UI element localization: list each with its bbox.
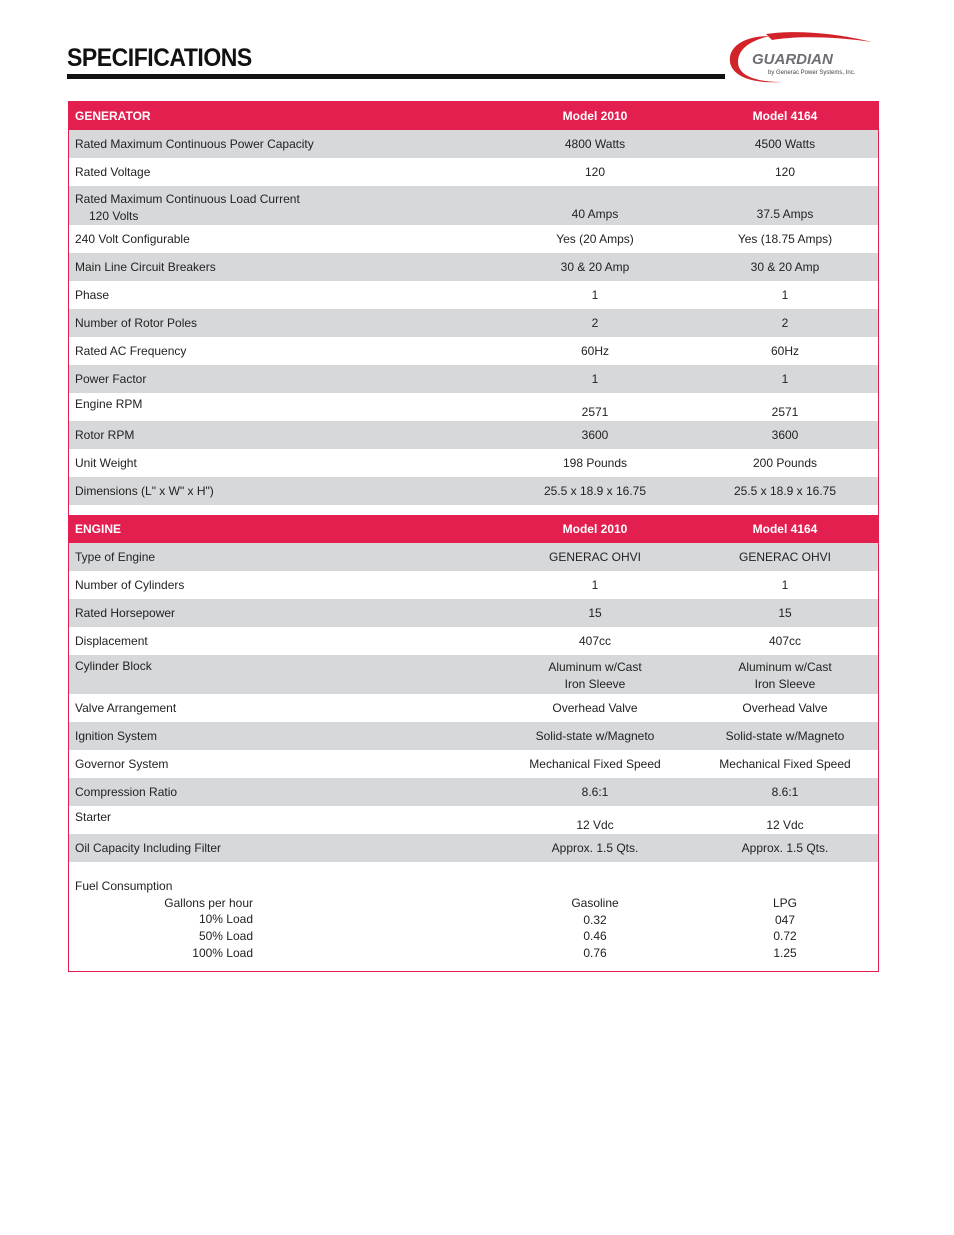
spec-label: Main Line Circuit Breakers	[75, 260, 216, 274]
model-b-value: 60Hz	[770, 344, 799, 358]
spec-label: Compression Ratio	[75, 785, 178, 799]
spec-label: Ignition System	[75, 729, 158, 743]
model-a-header: Model 2010	[562, 522, 628, 536]
model-b-value: Yes (18.75 Amps)	[737, 232, 833, 246]
engine-header-row	[69, 515, 878, 543]
model-a-value-line2: Iron Sleeve	[564, 677, 626, 691]
model-b-value: 25.5 x 18.9 x 16.75	[733, 484, 837, 498]
model-a-value: 8.6:1	[581, 785, 609, 799]
spec-label: Cylinder Block	[75, 659, 152, 673]
model-a-value: Solid-state w/Magneto	[535, 729, 655, 743]
model-b-fuel-value: 0.72	[773, 929, 797, 944]
table-row	[69, 393, 878, 421]
spec-label: Unit Weight	[75, 456, 137, 470]
spec-label-line2: 120 Volts	[89, 209, 139, 223]
spec-label: Oil Capacity Including Filter	[75, 841, 222, 855]
table-row	[69, 225, 878, 253]
model-b-fuel-value: 047	[774, 912, 796, 927]
model-b-value: Overhead Valve	[742, 701, 828, 715]
model-a-value: Yes (20 Amps)	[556, 232, 634, 246]
table-row	[69, 281, 878, 309]
table-row	[69, 477, 878, 505]
model-b-value	[719, 655, 851, 694]
table-row	[69, 186, 878, 225]
model-a-value: 1	[591, 578, 599, 592]
spec-label: Power Factor	[75, 372, 147, 386]
spec-label: Number of Cylinders	[75, 578, 185, 592]
model-b-value: 1	[781, 578, 789, 592]
model-a-value: 15	[588, 606, 602, 620]
fuel-consumption-label: Fuel Consumption	[75, 879, 173, 893]
spec-label: Rated Horsepower	[75, 606, 176, 620]
spec-label: 240 Volt Configurable	[75, 232, 190, 246]
model-b-value: 2	[781, 316, 789, 330]
fuel-sub-label: 50% Load	[198, 929, 253, 944]
model-b-value-line2: Iron Sleeve	[754, 677, 816, 691]
fuel-sub-label: 100% Load	[192, 945, 253, 960]
model-b-value: 30 & 20 Amp	[750, 260, 820, 274]
model-a-value: 25.5 x 18.9 x 16.75	[543, 484, 647, 498]
model-b-value: GENERAC OHVI	[738, 550, 831, 564]
model-b-header: Model 4164	[752, 109, 818, 123]
model-b-value: 1	[781, 288, 789, 302]
model-a-value: 2571	[581, 405, 609, 419]
table-row	[69, 806, 878, 834]
model-a-value: 60Hz	[580, 344, 609, 358]
generator-section-label: GENERATOR	[75, 109, 151, 123]
model-b-fuel-value: 1.25	[773, 946, 797, 961]
spec-label: Governor System	[75, 757, 169, 771]
model-a-value: Overhead Valve	[552, 701, 638, 715]
model-a-value: 4800 Watts	[564, 137, 626, 151]
spec-table	[68, 101, 879, 972]
table-row	[69, 449, 878, 477]
table-row	[69, 158, 878, 186]
spec-label: Engine RPM	[75, 397, 143, 411]
spec-label: Phase	[75, 288, 110, 302]
model-a-value: GENERAC OHVI	[548, 550, 641, 564]
model-a-value: 3600	[581, 428, 609, 442]
generator-header-row	[69, 102, 878, 130]
model-b-value: 12 Vdc	[766, 818, 804, 832]
model-b-value-line1: Aluminum w/Cast	[738, 660, 832, 674]
model-a-fuel-value: 0.32	[583, 912, 607, 927]
model-a-fuel-value: 0.46	[583, 929, 607, 944]
model-b-value: 4500 Watts	[754, 137, 816, 151]
spec-label: Displacement	[75, 634, 148, 648]
fuel-sub-label: Gallons per hour	[164, 895, 253, 910]
table-row	[69, 599, 878, 627]
model-a-value: 2	[591, 316, 599, 330]
model-a-value: Mechanical Fixed Speed	[529, 757, 661, 771]
model-a-value	[529, 655, 661, 694]
spec-label: Rotor RPM	[75, 428, 135, 442]
model-a-value: 120	[584, 165, 606, 179]
table-row	[69, 778, 878, 806]
svg-text:by Generac Power Systems, Inc.: by Generac Power Systems, Inc.	[768, 70, 856, 76]
spec-label: Starter	[75, 810, 112, 824]
engine-section-label: ENGINE	[75, 522, 122, 536]
model-a-fuel-values	[529, 862, 661, 971]
model-a-value: 1	[591, 288, 599, 302]
model-b-value: 120	[774, 165, 796, 179]
model-b-value: 15	[778, 606, 792, 620]
table-row	[69, 421, 878, 449]
table-row	[69, 722, 878, 750]
model-a-value: 40 Amps	[571, 207, 619, 221]
model-a-value: 30 & 20 Amp	[560, 260, 630, 274]
spec-label-line1: Rated Maximum Continuous Load Current	[75, 192, 300, 206]
model-b-value: 200 Pounds	[752, 456, 818, 470]
model-b-value: 2571	[771, 405, 799, 419]
spec-label: Type of Engine	[75, 550, 156, 564]
table-row	[69, 750, 878, 778]
model-a-value-line1: Aluminum w/Cast	[548, 660, 642, 674]
spec-label: Number of Rotor Poles	[75, 316, 198, 330]
model-a-header: Model 2010	[562, 109, 628, 123]
model-a-value: 198 Pounds	[562, 456, 628, 470]
model-b-value: Mechanical Fixed Speed	[719, 757, 851, 771]
table-row	[69, 694, 878, 722]
spec-label: Rated AC Frequency	[75, 344, 187, 358]
model-b-value: 37.5 Amps	[756, 207, 814, 221]
spec-label: Dimensions (L" x W" x H")	[75, 484, 214, 498]
model-a-fuel-value: Gasoline	[571, 896, 619, 910]
table-row	[69, 571, 878, 599]
model-b-value: 407cc	[768, 634, 802, 648]
model-b-value: 3600	[771, 428, 799, 442]
table-row	[69, 627, 878, 655]
model-b-fuel-value: LPG	[772, 896, 797, 910]
table-row	[69, 130, 878, 158]
page-title: SPECIFICATIONS	[67, 44, 252, 72]
spec-label: Rated Maximum Continuous Power Capacity	[75, 137, 314, 151]
section-spacer	[69, 505, 878, 515]
fuel-consumption-labels	[69, 862, 529, 971]
table-row	[69, 655, 878, 694]
model-a-value: 12 Vdc	[576, 818, 614, 832]
table-row	[69, 543, 878, 571]
title-rule	[67, 74, 725, 79]
model-b-header: Model 4164	[752, 522, 818, 536]
model-a-fuel-value: 0.76	[583, 946, 607, 961]
model-b-value: 1	[781, 372, 789, 386]
model-b-fuel-values	[719, 862, 851, 971]
spec-label	[69, 186, 529, 225]
model-b-value: 8.6:1	[771, 785, 799, 799]
model-a-value: 407cc	[578, 634, 612, 648]
guardian-logo	[722, 30, 882, 84]
table-row	[69, 365, 878, 393]
spec-label: Rated Voltage	[75, 165, 151, 179]
model-a-value: Approx. 1.5 Qts.	[551, 841, 639, 855]
model-b-value: Approx. 1.5 Qts.	[741, 841, 829, 855]
spec-label: Valve Arrangement	[75, 701, 177, 715]
fuel-sub-label: 10% Load	[198, 912, 253, 927]
fuel-consumption-row	[69, 862, 878, 971]
svg-text:GUARDIAN: GUARDIAN	[752, 51, 833, 68]
table-row	[69, 834, 878, 862]
table-row	[69, 253, 878, 281]
model-a-value: 1	[591, 372, 599, 386]
table-row	[69, 337, 878, 365]
table-row	[69, 309, 878, 337]
model-b-value: Solid-state w/Magneto	[725, 729, 845, 743]
